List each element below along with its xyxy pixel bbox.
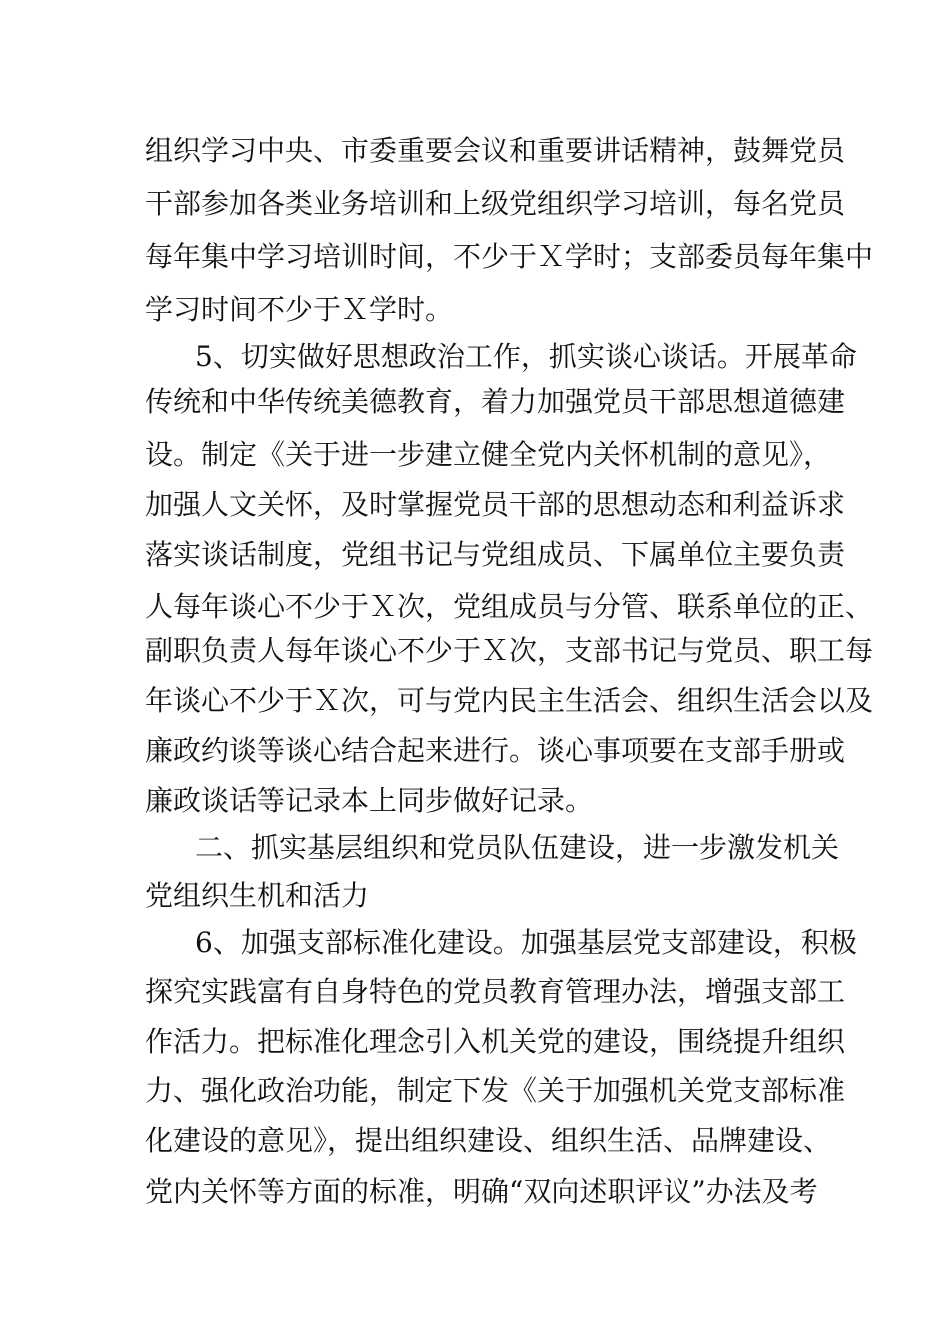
paragraph-start-line: 5、切实做好思想政治工作，抓实谈心谈话。开展革命 (195, 340, 857, 373)
section-heading-line: 二、抓实基层组织和党员队伍建设，进一步激发机关 (195, 831, 840, 864)
text-line: 廉政约谈等谈心结合起来进行。谈心事项要在支部手册或 (145, 734, 846, 767)
paragraph-start-line: 6、加强支部标准化建设。加强基层党支部建设，积极 (195, 926, 857, 959)
text-line: 设。制定《关于进一步建立健全党内关怀机制的意见》， (145, 438, 832, 471)
section-heading-line: 党组织生机和活力 (145, 879, 370, 912)
text-line: 副职负责人每年谈心不少于Ｘ次，支部书记与党员、职工每 (145, 634, 874, 667)
text-line: 组织学习中央、市委重要会议和重要讲话精神，鼓舞党员 (145, 134, 846, 167)
text-line: 探究实践富有自身特色的党员教育管理办法，增强支部工 (145, 975, 846, 1008)
text-line: 加强人文关怀，及时掌握党员干部的思想动态和利益诉求 (145, 488, 846, 521)
text-line: 化建设的意见》，提出组织建设、组织生活、品牌建设、 (145, 1124, 832, 1157)
text-line: 落实谈话制度，党组书记与党组成员、下属单位主要负责 (145, 538, 846, 571)
text-line: 每年集中学习培训时间，不少于Ｘ学时；支部委员每年集中 (145, 240, 874, 273)
text-line: 力、强化政治功能，制定下发《关于加强机关党支部标准 (145, 1074, 846, 1107)
text-line: 年谈心不少于Ｘ次，可与党内民主生活会、组织生活会以及 (145, 684, 874, 717)
text-line: 人每年谈心不少于Ｘ次，党组成员与分管、联系单位的正、 (145, 590, 874, 623)
text-line: 学习时间不少于Ｘ学时。 (145, 293, 454, 326)
text-line: 干部参加各类业务培训和上级党组织学习培训，每名党员 (145, 187, 846, 220)
text-line: 作活力。把标准化理念引入机关党的建设，围绕提升组织 (145, 1025, 846, 1058)
text-line: 党内关怀等方面的标准，明确“双向述职评议”办法及考 (145, 1175, 818, 1208)
text-line: 廉政谈话等记录本上同步做好记录。 (145, 784, 594, 817)
text-line: 传统和中华传统美德教育，着力加强党员干部思想道德建 (145, 385, 846, 418)
